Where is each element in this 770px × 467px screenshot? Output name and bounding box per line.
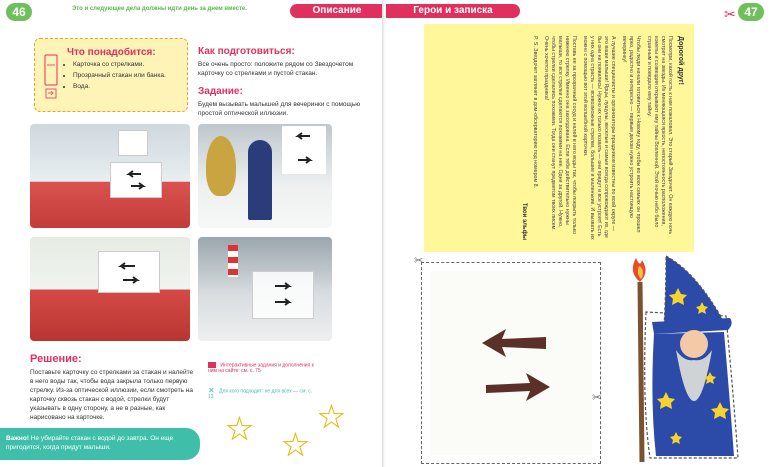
wizard-illustration[interactable] [606, 252, 756, 464]
needs-item: • Карточка со стрелками. [73, 59, 166, 70]
side-note-audience [208, 388, 318, 400]
toy-lighthouse [228, 245, 238, 277]
letter-signature: Твои эльфы [521, 202, 527, 240]
scissors-icon: ✂ [592, 392, 602, 404]
star-decoration: ★ [282, 429, 309, 462]
needs-box [34, 38, 188, 112]
tip-text: Не убирайте стакан с водой до завтра. Он еще пригодится, когда придут малыши. [6, 435, 174, 451]
arrow-card [282, 126, 326, 174]
star-decoration: ★ [318, 401, 345, 434]
letter-paragraph: P. S. Звездочет заглянет в дом-обсерваторию под номером 8. [532, 36, 538, 189]
important-tip [0, 428, 200, 460]
wizard-figure [248, 140, 272, 220]
needs-list [61, 59, 166, 92]
arrows-drawing [430, 271, 592, 455]
letter-paragraph: А лучшие специалисты и организаторы праздников известны по всей округе — это ваши малыши! Ярцы, лущуны, веселые и самые всегда сопровождают их, где бы они ни появились! Нужно их только позвать — они придут и все устроят! Есть у них одна страсть — всевозможные стрелки, большие и маленькие. И вызвать их можно с помощью вот этой волшебной карточки. [582, 36, 616, 240]
solution-text: Поставьте карточку со стрелками за стакан и налейте в него воды так, чтобы вода закрыла только первую стрелку. Из-за оптической иллюзии, если смотреть на карточку сквозь стакан с водой, стрелки будут указывать в одну сторону, а не в разные, как нарисовано на карточке. [30, 369, 194, 421]
side-note-interactive [208, 362, 318, 374]
needs-item: • Прозрачный стакан или банка. [73, 70, 166, 81]
cutout-arrow-card[interactable] [414, 255, 602, 464]
photo-setup-2 [198, 124, 332, 228]
arrow-card-face [430, 271, 592, 455]
tab-heroes-and-note[interactable]: Герои и записка [386, 4, 520, 18]
prepare-text: Все очень просто: положите рядом со Звездочетом карточку со стрелками и пустой стакан. [198, 61, 354, 77]
toy-house [118, 130, 148, 156]
scissors-icon: ✂ [414, 255, 424, 267]
photo-setup-1 [30, 124, 190, 228]
tip-label: Важно! [6, 435, 29, 442]
letter-greeting: Дорогой друг! [677, 36, 684, 86]
arrow-card-in-glass [252, 271, 314, 319]
golden-pear [206, 136, 236, 196]
prepare-title: Как подготовиться: [198, 46, 295, 57]
glass-icon [43, 51, 59, 101]
task-text: Будем вызывать малышей для вечеринки с помощью простой оптической иллюзии. [198, 101, 361, 117]
photo-setup-3 [30, 237, 190, 341]
arrow-card [98, 251, 160, 293]
letter-paragraph: Поставь ее за прозрачный сосуд и налей в него воды так, чтобы покрыть только нижнюю стрелку. Именно она заколдована. Если тебе действительно нужны малыши, то все стрелки сделаются похожими на нее. Одни за другой. Нужно, чтобы стрелки сделались похожими. Тогда они станут предметом твоих писем. Очень хочется праздника! [543, 36, 577, 235]
page-number-right: 47 [738, 3, 764, 21]
task-title: Задание: [198, 86, 243, 97]
needs-item: • Вода. [73, 81, 166, 92]
photo-setup-4 [198, 237, 332, 341]
scissors-icon: ✂ [724, 6, 736, 22]
running-head: Это и следующее дела должны идти день за днем вместе. [72, 6, 247, 12]
side-note-text: Для кого подходит: не для всех — см. с. 13 [208, 388, 313, 401]
letter-content [424, 24, 694, 252]
side-note-text: Интерактивные задания и дополнения к ним на сайте: см. с. 75 [208, 362, 314, 375]
tab-description[interactable]: Описание [290, 4, 384, 18]
letter-paragraph: Чтобы люди начали готовиться к Новому году, чтобы во всех семьях он прошел ярко, радостно и интересно — первым делом нужно устроить настоящую вечеринку! [621, 36, 641, 233]
star-decoration: ★ [226, 413, 253, 446]
arrow-card [110, 162, 162, 198]
tools-icon: ✕ [208, 386, 215, 395]
solution-title: Решение: [30, 353, 82, 365]
left-page [0, 0, 384, 467]
elves-letter [424, 24, 694, 252]
page-number-left: 46 [6, 3, 32, 21]
letter-paragraph: Посмотри, какой гость к нам пожаловал. Это старый Звездочет. Он каждую ночь смотрит на звезды. Их меняющаяся яркость, непостоянность расположения, кометы и созвездия открывают ему тайны Вселенной. Этой ночью небо было странным и поведало ему тайну. [646, 36, 673, 235]
needs-title: Что понадобится: [67, 47, 156, 58]
